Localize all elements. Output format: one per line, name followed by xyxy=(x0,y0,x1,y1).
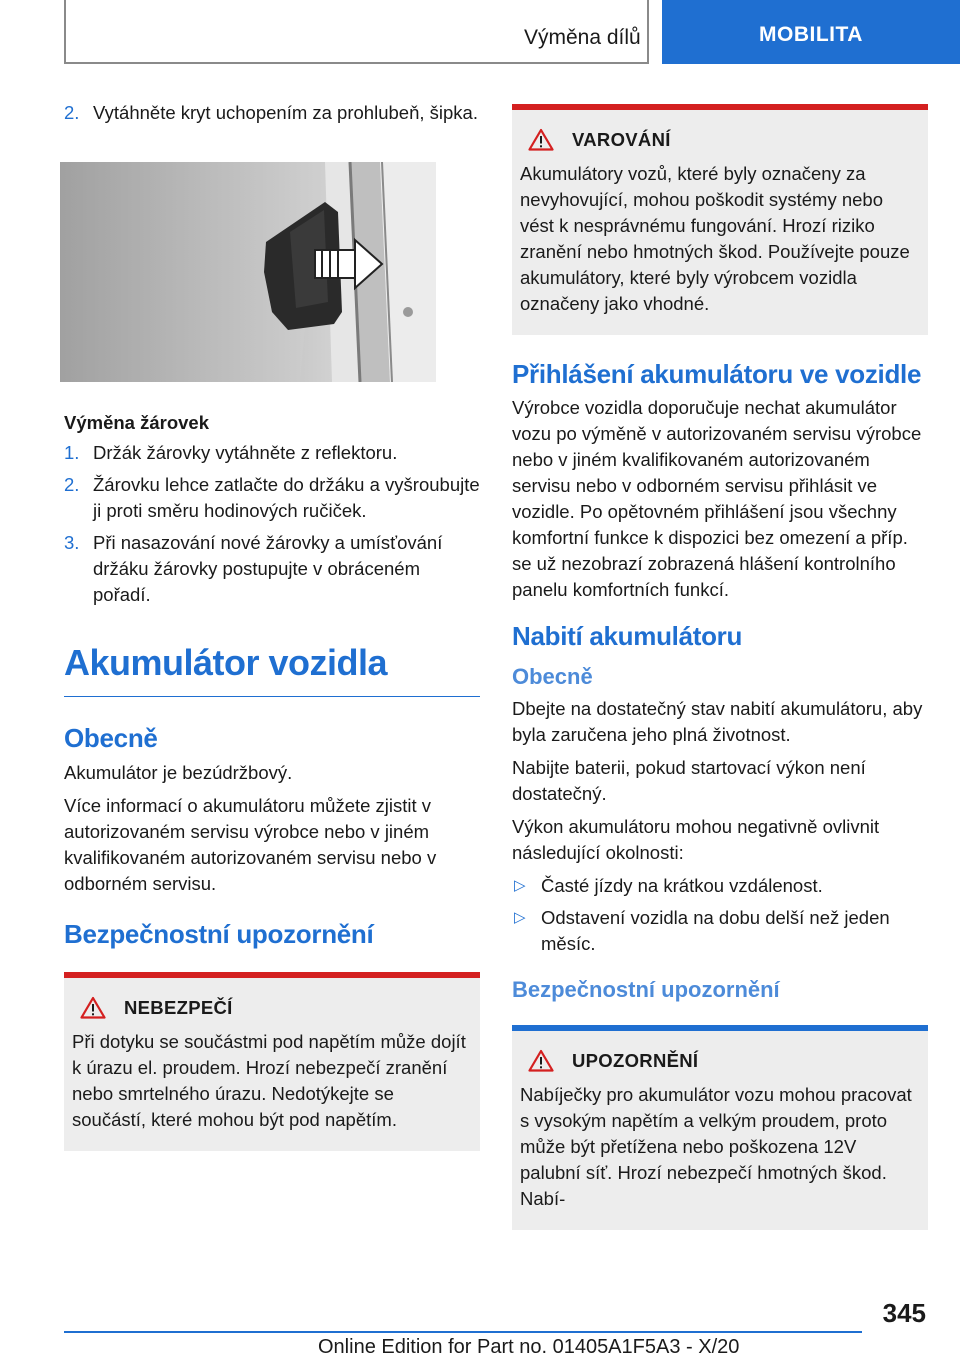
danger-title-row xyxy=(72,996,472,1019)
charging-paragraph: Dbejte na dostatečný stav nabití akumulátoru, aby byla zaručena jeho plná životnost. xyxy=(512,698,923,745)
right-column xyxy=(512,104,928,1230)
charging-paragraph: Nabijte baterii, pokud startovací výkon není dostatečný. xyxy=(512,757,866,804)
danger-text: Při dotyku se součástmi pod napětím může dojít k úrazu el. proudem. Hrozí nebezpečí zranění nebo smrtelného úrazu. Nedotýkejte se součástí, které mohou být pod napětím. xyxy=(72,1031,466,1130)
caution-title: UPOZORNĚNÍ xyxy=(572,1049,699,1071)
step-number: 1. xyxy=(64,442,80,463)
charging-general-heading: Obecně xyxy=(512,664,593,689)
step-text: Žárovku lehce zatlačte do držáku a vyšroubujte ji proti směru hodinových ručiček. xyxy=(93,474,480,521)
danger-title: NEBEZPEČÍ xyxy=(124,996,233,1018)
caution-text: Nabíječky pro akumulátor vozu mohou pracovat s vysokým napětím a velkým proudem, proto může být přetížena nebo poškozena 12V palubní síť. Hrozí nebezpečí hmotných škod. Nabí- xyxy=(520,1084,912,1209)
step-number: 3. xyxy=(64,532,80,553)
warning-triangle-icon xyxy=(528,128,554,151)
caution-box xyxy=(512,1025,928,1230)
step-text: Vytáhněte kryt uchopením za prohlubeň, šipka. xyxy=(93,102,478,123)
charging-safety-heading: Bezpečnostní upozornění xyxy=(512,977,780,1002)
register-heading: Přihlášení akumulátoru ve vozidle xyxy=(512,359,922,389)
header-section-title: Výměna dílů xyxy=(524,26,641,49)
register-paragraph: Výrobce vozidla doporučuje nechat akumulátor vozu po výměně v autorizovaném servisu výrobce nebo v jiném kvalifikovaném autorizovaném servisu nebo v odborném servisu přihlásit ve vozidle. Po opětovném přihlášení jsou všechny komfortní funkce k dispozici bez omezení a příp. se už nezobrazí zobrazená hlášení kontrolního panelu komfortních funkcí. xyxy=(512,397,922,600)
step-item xyxy=(64,472,480,524)
general-paragraph: Více informací o akumulátoru můžete zjistit v autorizovaném servisu výrobce nebo v jiném kvalifikovaném autorizovaném servisu nebo v odborném servisu. xyxy=(64,795,437,894)
step-item xyxy=(64,530,480,608)
safety-heading: Bezpečnostní upozornění xyxy=(64,919,374,949)
left-column xyxy=(64,100,480,1151)
chapter-heading: Akumulátor vozidla xyxy=(64,642,480,697)
charging-paragraph: Výkon akumulátoru mohou negativně ovlivnit následující okolnosti: xyxy=(512,816,880,863)
step-item xyxy=(64,440,480,466)
bullet-triangle-icon: ▷ xyxy=(514,909,526,926)
bullet-text: Odstavení vozidla na dobu delší než jeden měsíc. xyxy=(541,907,890,954)
bullet-item xyxy=(512,873,928,899)
warning-title-row xyxy=(520,128,920,151)
cover-removal-photo xyxy=(60,162,436,382)
bullet-item xyxy=(512,905,928,957)
bullet-triangle-icon: ▷ xyxy=(514,877,526,894)
step-item xyxy=(64,100,480,126)
page-number: 345 xyxy=(882,1298,926,1328)
danger-box xyxy=(64,972,480,1151)
step-number: 2. xyxy=(64,474,80,495)
footer-divider xyxy=(64,1331,862,1333)
illustration-cover-removal xyxy=(60,162,436,382)
warning-triangle-icon xyxy=(80,996,106,1019)
bullet-text: Časté jízdy na krátkou vzdálenost. xyxy=(541,875,823,896)
general-heading: Obecně xyxy=(64,723,158,753)
caution-title-row xyxy=(520,1049,920,1072)
warning-triangle-icon xyxy=(528,1049,554,1072)
warning-box xyxy=(512,104,928,335)
bulb-replacement-heading: Výměna žárovek xyxy=(64,412,210,433)
warning-title: VAROVÁNÍ xyxy=(572,128,671,150)
general-paragraph: Akumulátor je bezúdržbový. xyxy=(64,762,293,783)
step-number: 2. xyxy=(64,102,80,123)
header-chapter-tab[interactable]: MOBILITA xyxy=(662,0,960,64)
step-text: Při nasazování nové žárovky a umísťování držáku žárovky postupujte v obráceném pořadí. xyxy=(93,532,443,605)
step-text: Držák žárovky vytáhněte z reflektoru. xyxy=(93,442,398,463)
footer-edition: Online Edition for Part no. 01405A1F5A3 - X/20 xyxy=(318,1336,740,1358)
warning-text: Akumulátory vozů, které byly označeny za nevyhovující, mohou poškodit systémy nebo vést k nesprávnému fungování. Hrozí riziko zranění nebo hmotných škod. Používejte pouze akumulátory, které byly výrobcem vozidla označeny jako vhodné. xyxy=(520,163,910,314)
charging-heading: Nabití akumulátoru xyxy=(512,621,743,651)
